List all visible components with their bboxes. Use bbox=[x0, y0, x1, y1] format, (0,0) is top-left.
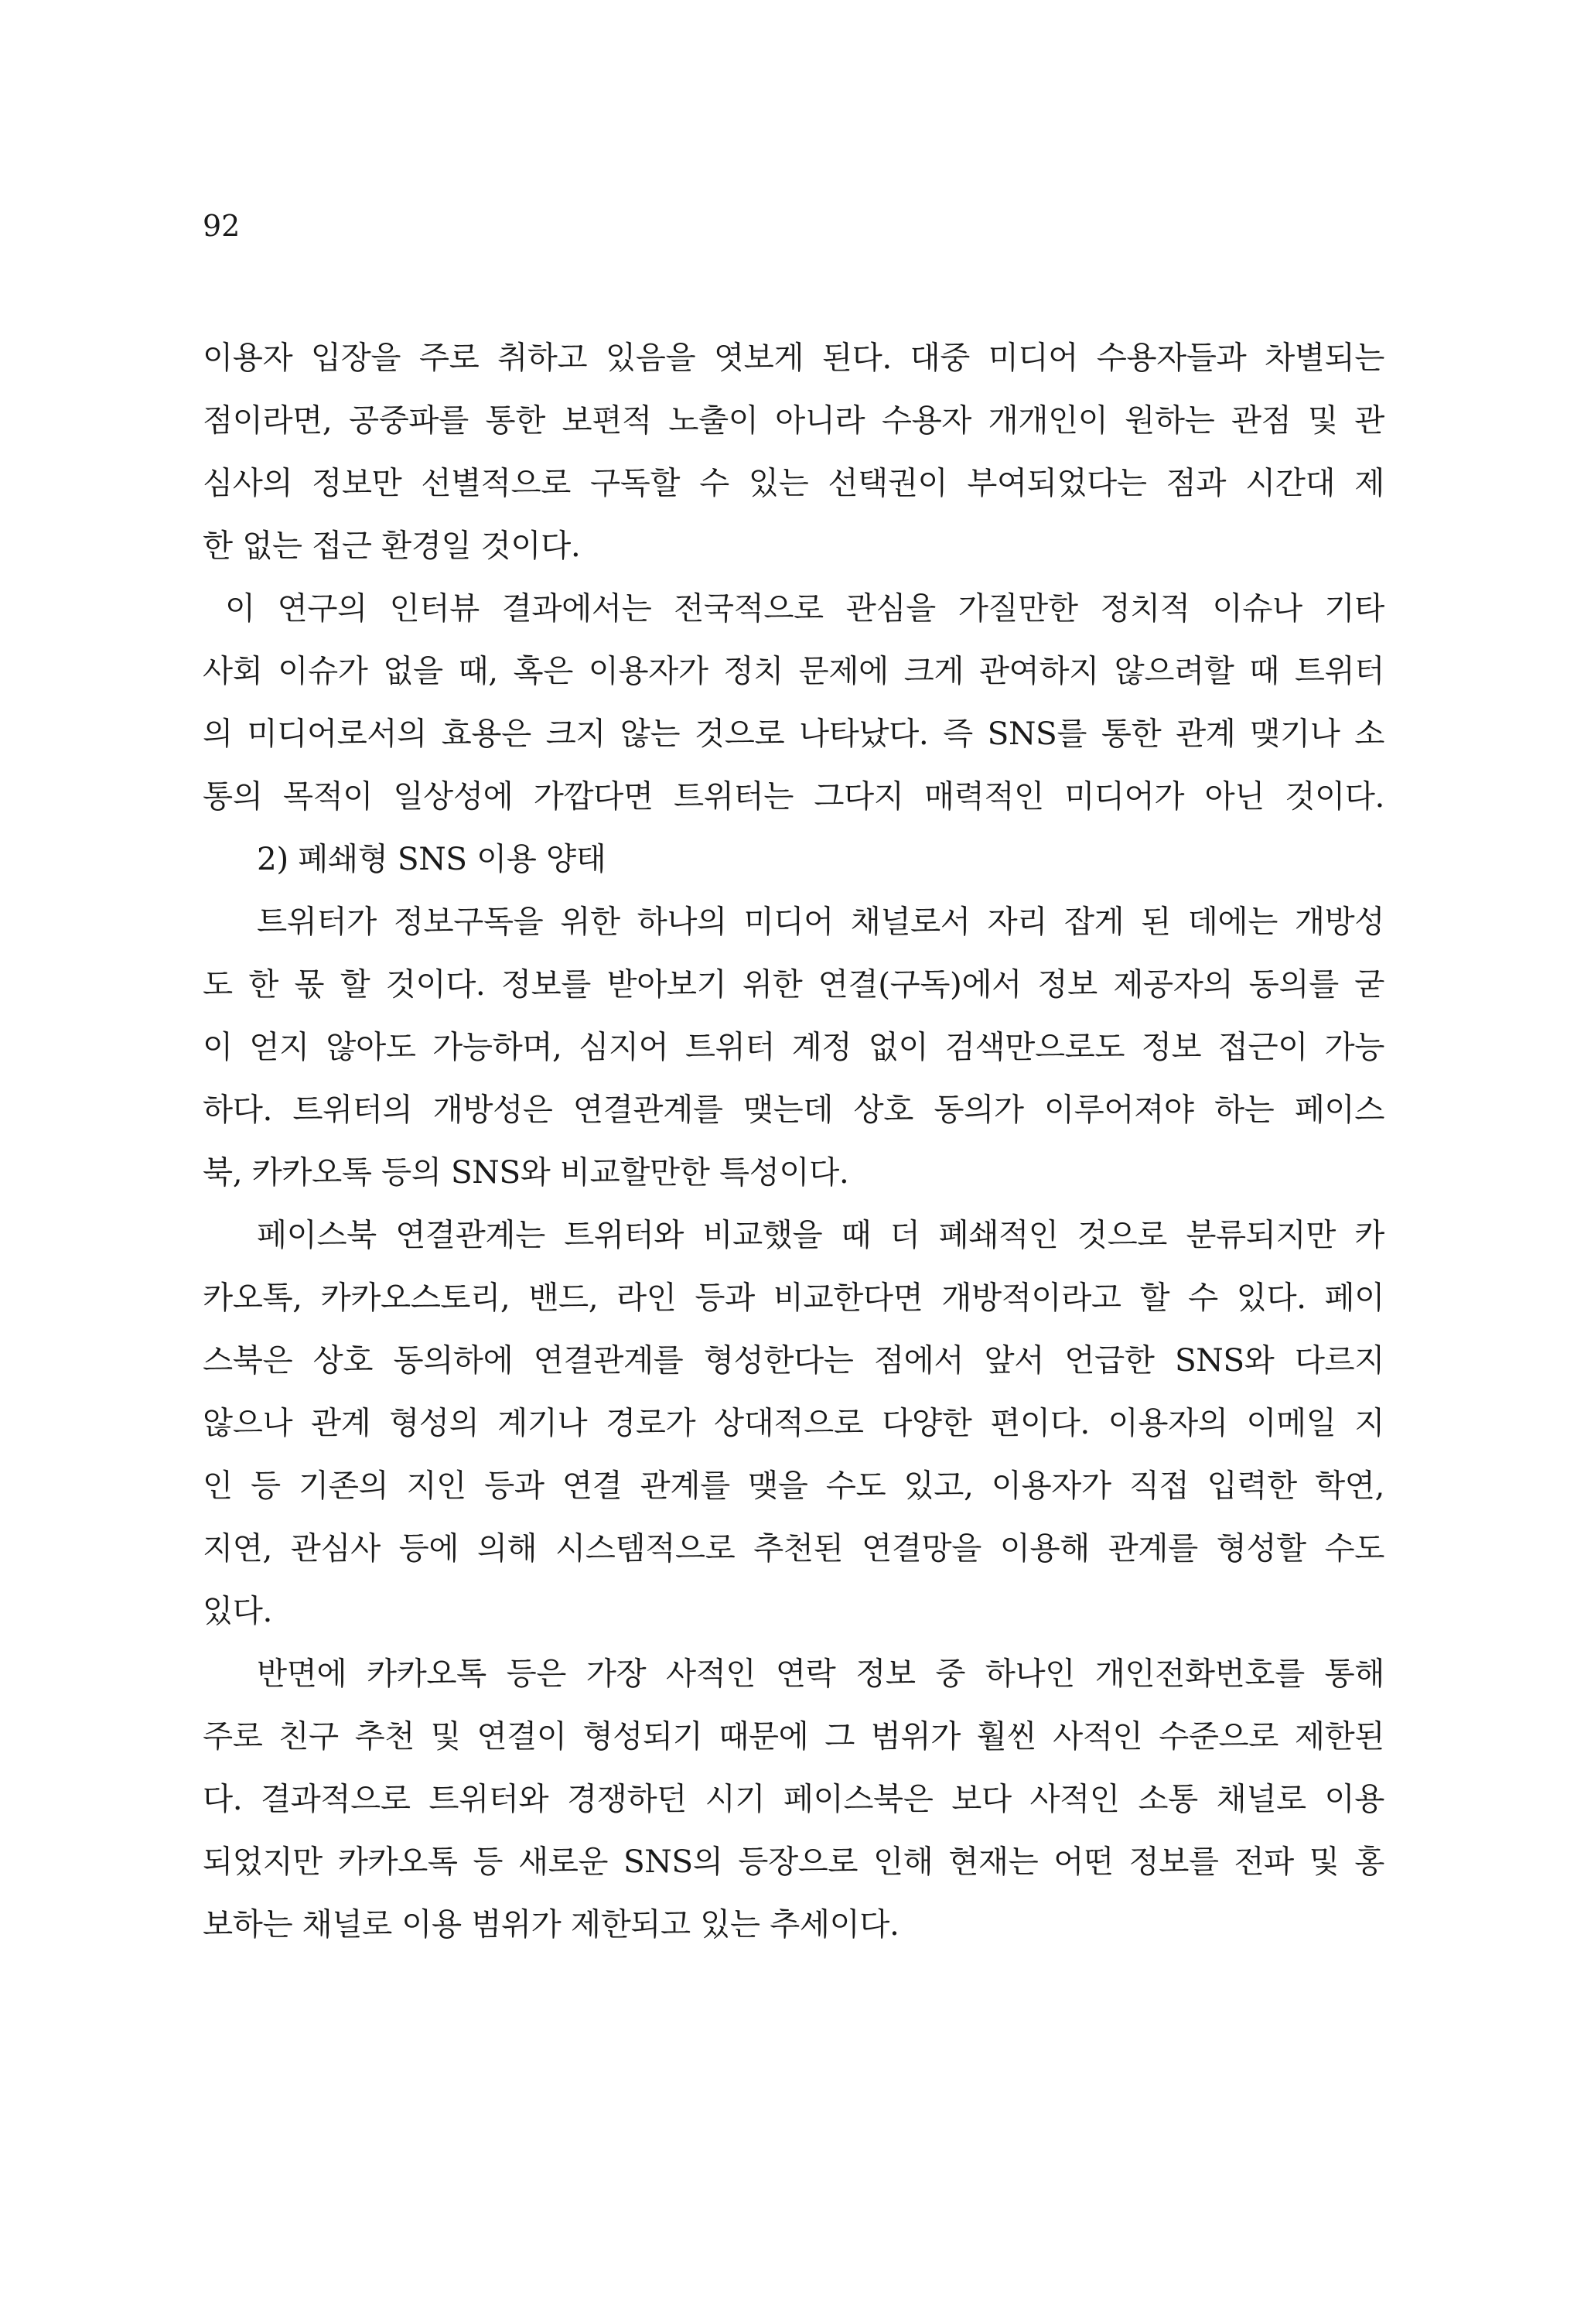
body-text-line: 스북은 상호 동의하에 연결관계를 형성한다는 점에서 앞서 언급한 SNS와 다르지 bbox=[203, 1341, 1384, 1379]
body-text-line: 트위터가 정보구독을 위한 하나의 미디어 채널로서 자리 잡게 된 데에는 개방성 bbox=[257, 903, 1384, 940]
body-text-line: 않으나 관계 형성의 계기나 경로가 상대적으로 다양한 편이다. 이용자의 이메일 지 bbox=[203, 1404, 1384, 1441]
body-text-line: 카오톡, 카카오스토리, 밴드, 라인 등과 비교한다면 개방적이라고 할 수 있다. 페이 bbox=[203, 1279, 1384, 1316]
body-text-line: 인 등 기존의 지인 등과 연결 관계를 맺을 수도 있고, 이용자가 직접 입력한 학연, bbox=[203, 1467, 1384, 1504]
body-text-line: 다. 결과적으로 트위터와 경쟁하던 시기 페이스북은 보다 사적인 소통 채널로 이용 bbox=[203, 1780, 1384, 1817]
body-text-line: 한 없는 접근 환경일 것이다. bbox=[203, 527, 581, 564]
body-text-line: 점이라면, 공중파를 통한 보편적 노출이 아니라 수용자 개개인이 원하는 관점 및 관 bbox=[203, 402, 1384, 439]
page-number: 92 bbox=[203, 209, 241, 243]
body-text-line: 반면에 카카오톡 등은 가장 사적인 연락 정보 중 하나인 개인전화번호를 통해 bbox=[257, 1655, 1384, 1692]
body-text-line: 심사의 정보만 선별적으로 구독할 수 있는 선택권이 부여되었다는 점과 시간대 제 bbox=[203, 464, 1384, 501]
body-text-line: 이 연구의 인터뷰 결과에서는 전국적으로 관심을 가질만한 정치적 이슈나 기타 bbox=[225, 590, 1384, 627]
body-text-line: 페이스북 연결관계는 트위터와 비교했을 때 더 폐쇄적인 것으로 분류되지만 카 bbox=[257, 1216, 1384, 1253]
body-text-line: 주로 친구 추천 및 연결이 형성되기 때문에 그 범위가 훨씬 사적인 수준으로 제한된 bbox=[203, 1717, 1384, 1755]
body-text-line: 이용자 입장을 주로 취하고 있음을 엿보게 된다. 대중 미디어 수용자들과 차별되는 bbox=[203, 339, 1384, 376]
body-text-line: 도 한 몫 할 것이다. 정보를 받아보기 위한 연결(구독)에서 정보 제공자의 동의를 굳 bbox=[203, 965, 1384, 1003]
body-text-line: 보하는 채널로 이용 범위가 제한되고 있는 추세이다. bbox=[203, 1905, 900, 1943]
body-text-line: 이 얻지 않아도 가능하며, 심지어 트위터 계정 없이 검색만으로도 정보 접근이 가능 bbox=[203, 1028, 1384, 1065]
body-text-line: 지연, 관심사 등에 의해 시스템적으로 추천된 연결망을 이용해 관계를 형성할 수도 bbox=[203, 1529, 1384, 1567]
body-text-line: 되었지만 카카오톡 등 새로운 SNS의 등장으로 인해 현재는 어떤 정보를 전파 및 홍 bbox=[203, 1843, 1384, 1880]
body-text-line: 사회 이슈가 없을 때, 혹은 이용자가 정치 문제에 크게 관여하지 않으려할 때 트위터 bbox=[203, 652, 1384, 689]
body-text-line: 통의 목적이 일상성에 가깝다면 트위터는 그다지 매력적인 미디어가 아닌 것이다. bbox=[203, 778, 1384, 815]
body-text-line: 북, 카카오톡 등의 SNS와 비교할만한 특성이다. bbox=[203, 1153, 849, 1191]
body-text-line: 의 미디어로서의 효용은 크지 않는 것으로 나타났다. 즉 SNS를 통한 관계 맺기나 소 bbox=[203, 715, 1384, 752]
body-text-line: 있다. bbox=[203, 1592, 272, 1629]
body-text-line: 하다. 트위터의 개방성은 연결관계를 맺는데 상호 동의가 이루어져야 하는 페이스 bbox=[203, 1091, 1384, 1128]
section-heading: 2) 폐쇄형 SNS 이용 양태 bbox=[257, 840, 606, 877]
